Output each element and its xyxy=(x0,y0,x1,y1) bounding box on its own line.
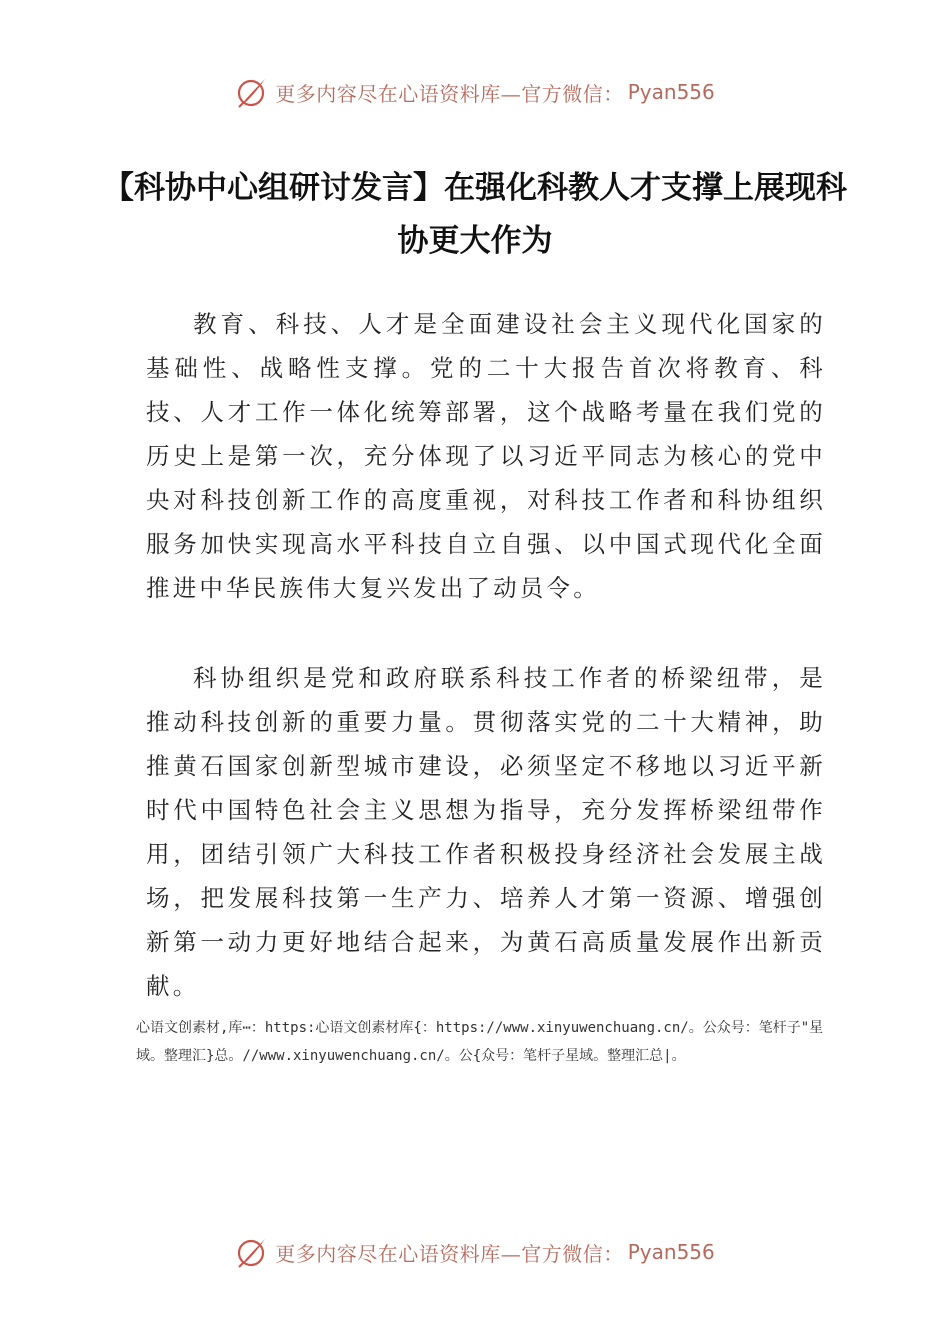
watermark-text: 更多内容尽在心语资料库—官方微信： xyxy=(275,1241,624,1266)
document-title: 【科协中心组研讨发言】在强化科教人才支撑上展现科协更大作为 xyxy=(103,170,847,259)
watermark-wechat-id: Pyan556 xyxy=(627,80,715,104)
watermark-text: 更多内容尽在心语资料库—官方微信： xyxy=(275,81,624,106)
header-watermark xyxy=(0,72,950,112)
paragraph-1: 教育、科技、人才是全面建设社会主义现代化国家的基础性、战略性支撑。党的二十大报告首次将教育、科技、人才工作一体化统筹部署，这个战略考量在我们党的历史上是第一次，充分体现了以习近平同志为核心的党中央对科技创新工作的高度重视，对科技工作者和科协组织服务加快实现高水平科技自立自强、以中国式现代化全面推进中华民族伟大复兴发出了动员令。 xyxy=(146,310,826,602)
quill-logo-icon xyxy=(235,75,269,109)
watermark-wechat-id: Pyan556 xyxy=(627,1240,715,1264)
footer-watermark xyxy=(0,1232,950,1272)
paragraph-2: 科协组织是党和政府联系科技工作者的桥梁纽带，是推动科技创新的重要力量。贯彻落实党的二十大精神，助推黄石国家创新型城市建设，必须坚定不移地以习近平新时代中国特色社会主义思想为指导，充分发挥桥梁纽带作用，团结引领广大科技工作者积极投身经济社会发展主战场，把发展科技第一生产力、培养人才第一资源、增强创新第一动力更好地结合起来，为黄石高质量发展作出新贡献。 xyxy=(146,664,826,1000)
quill-logo-icon xyxy=(235,1235,269,1269)
source-footnote: 心语文创素材,库⋯：https:心语文创素材库{：https://www.xinyuwenchuang.cn/。公众号：笔杆子"星域。整理汇}总。//www.xinyuwenchuang.cn/。公{众号：笔杆子星域。整理汇总|。 xyxy=(136,1020,824,1064)
